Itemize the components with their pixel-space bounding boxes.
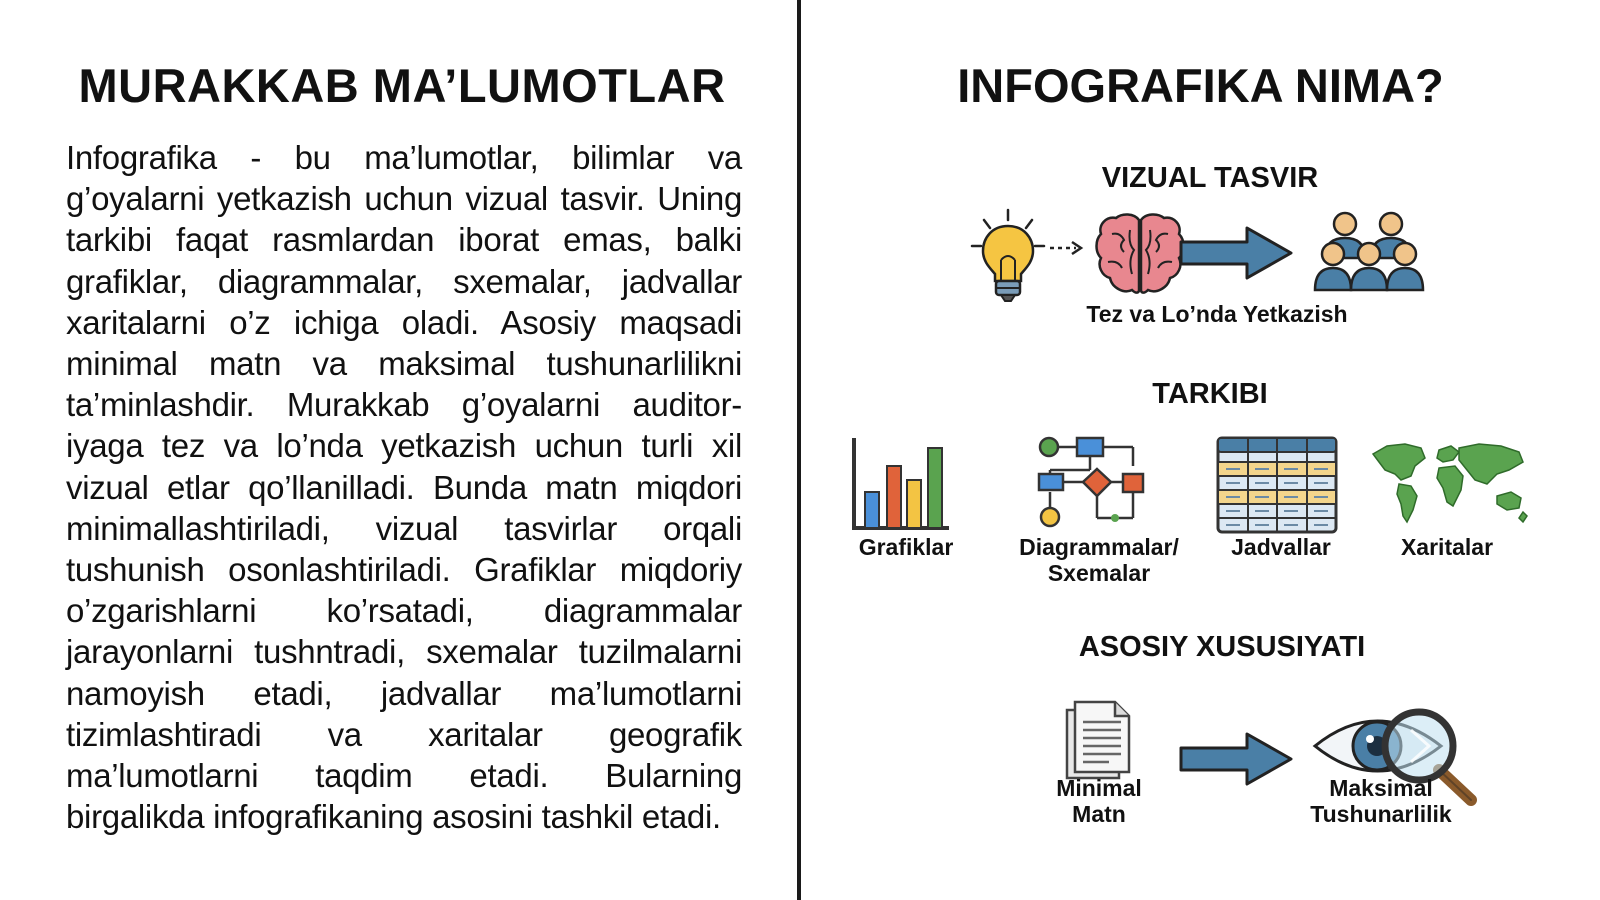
component-label-grafiklar: Grafiklar	[858, 534, 954, 560]
left-title: MURAKKAB MA’LUMOTLAR	[78, 59, 726, 112]
features-section-title: ASOSIY XUSUSIYATI	[1078, 631, 1366, 663]
components-section-title: TARKIBI	[1152, 378, 1268, 410]
left-panel	[0, 0, 797, 900]
audience-icon	[1313, 210, 1433, 296]
bar-chart-icon	[851, 436, 951, 532]
world-map-icon	[1369, 440, 1529, 532]
lightbulb-icon	[968, 208, 1048, 304]
right-panel	[801, 0, 1600, 900]
visual-caption: Tez va Lo’nda Yetkazish	[1086, 301, 1348, 327]
brain-icon	[1094, 210, 1186, 300]
big-arrow-icon-2	[1177, 728, 1297, 790]
big-arrow-icon	[1177, 222, 1297, 284]
features-from-label: Minimal Matn	[1056, 775, 1142, 827]
component-label-diagrammalar: Diagrammalar/ Sxemalar	[1019, 534, 1179, 586]
document-icon	[1063, 700, 1133, 782]
table-icon	[1216, 436, 1338, 534]
body-text: Infografika - bu ma’lumotlar, bilimlar va g’oyalarni yetkazish uchun vizual tasvir. Uning tarkibi faqat rasmlardan iborat emas, balki grafiklar, diagrammalar, sxemalar, jadvallar xaritalarni o’z ichiga oladi. Asosiy maqsadi minimal matn va maksimal tushunarlilikni ta’minlashdir. Murakkab g’oyalarni auditor-iyaga tez va lo’nda yetkazish uchun turli xil vizual etlar qo’llanilladi. Bunda matn miqdori minimallashtiriladi, vizual tasvirlar orqali tushunish osonlashtiriladi. Grafiklar miqdoriy o’zgarishlarni ko’rsatadi, diagrammalar jarayonlarni tushntradi, sxemalar tuzilmalarni namoyish etadi, jadvallar ma’lumotlarni tizimlashtiradi va xaritalar geografik ma’lumotlarni taqdim etadi. Bularning birgalikda infografikaning asosini tashkil etadi.	[66, 139, 742, 836]
right-title: INFOGRAFIKA NIMA?	[957, 59, 1444, 112]
dashed-arrow-icon	[1048, 240, 1084, 256]
flowchart-icon	[1037, 436, 1147, 536]
component-label-jadvallar: Jadvallar	[1231, 534, 1331, 560]
visual-section-title: VIZUAL TASVIR	[1101, 162, 1319, 194]
component-label-xaritalar: Xaritalar	[1400, 534, 1494, 560]
features-to-label: Maksimal Tushunarlilik	[1310, 775, 1452, 827]
